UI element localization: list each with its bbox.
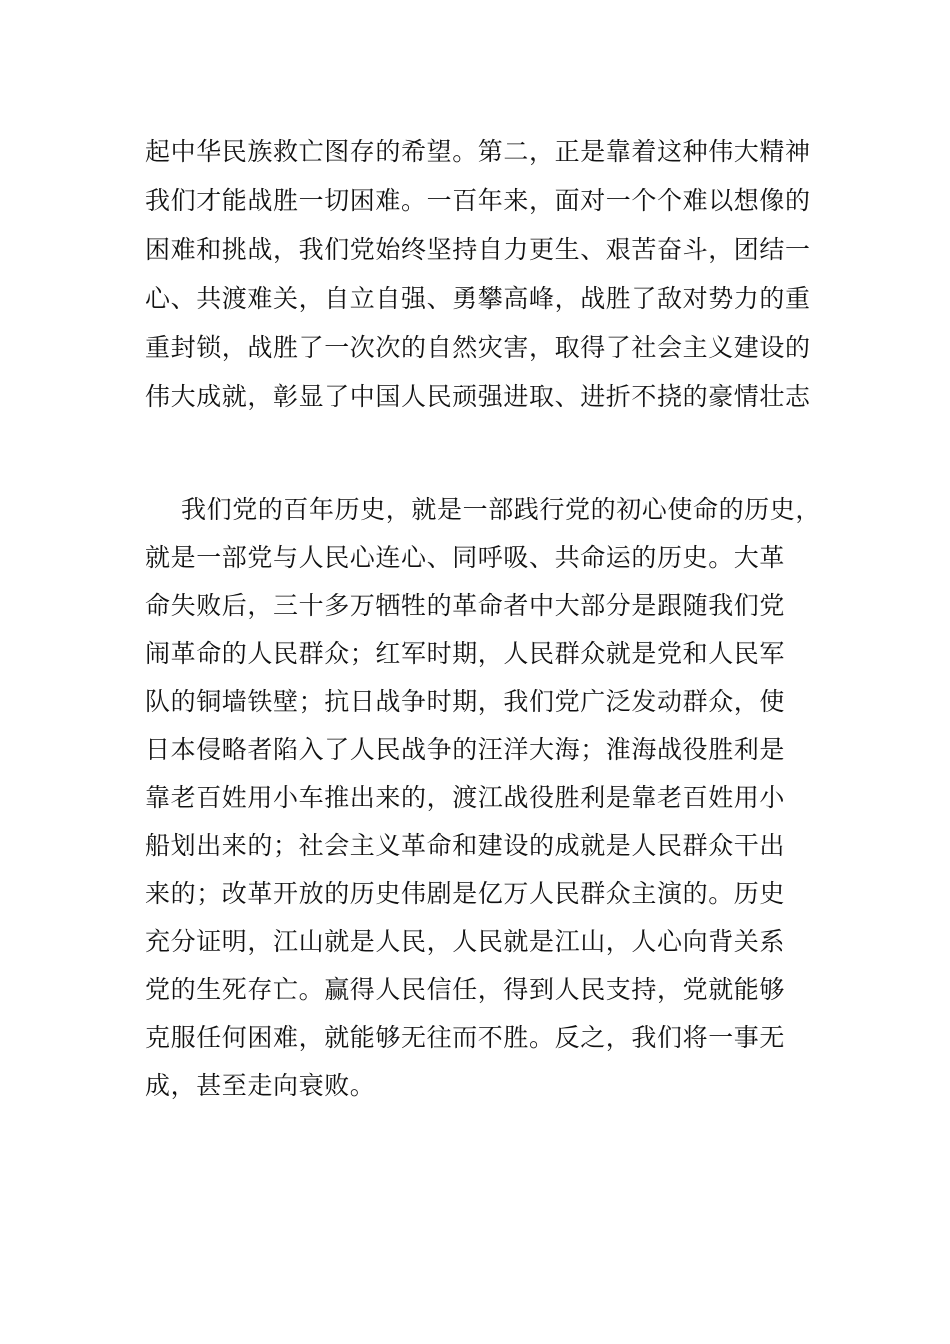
- paragraph-2-line-13: 成，甚至走向衰败。: [145, 1071, 376, 1100]
- paragraph-2-line-2: 就是一部党与人民心连心、同呼吸、共命运的历史。大革: [145, 543, 786, 572]
- paragraph-1-line-5: 重封锁，战胜了一次次的自然灾害，取得了社会主义建设的: [145, 333, 811, 362]
- paragraph-2-line-12: 克服任何困难，就能够无往而不胜。反之，我们将一事无: [145, 1023, 786, 1052]
- paragraph-2-line-10: 充分证明，江山就是人民，人民就是江山，人心向背关系: [145, 927, 786, 956]
- paragraph-1-line-1: 起中华民族救亡图存的希望。第二，正是靠着这种伟大精神: [145, 137, 811, 166]
- paragraph-1-line-6: 伟大成就，彰显了中国人民顽强进取、进折不挠的豪情壮志: [145, 382, 811, 411]
- paragraph-2-line-6: 日本侵略者陷入了人民战争的汪洋大海；淮海战役胜利是: [145, 735, 786, 764]
- paragraph-1-line-2: 我们才能战胜一切困难。一百年来，面对一个个难以想像的: [145, 186, 811, 215]
- paragraph-2-line-9: 来的；改革开放的历史伟剧是亿万人民群众主演的。历史: [145, 879, 786, 908]
- paragraph-2-line-4: 闹革命的人民群众；红军时期，人民群众就是党和人民军: [145, 639, 786, 668]
- paragraph-2-line-3: 命失败后，三十多万牺牲的革命者中大部分是跟随我们党: [145, 591, 786, 620]
- paragraph-2-line-8: 船划出来的；社会主义革命和建设的成就是人民群众干出: [145, 831, 786, 860]
- paragraph-1-line-3: 困难和挑战，我们党始终坚持自力更生、艰苦奋斗，团结一: [145, 235, 811, 264]
- paragraph-2-line-1: 我们党的百年历史，就是一部践行党的初心使命的历史，: [181, 495, 822, 524]
- paragraph-2-line-11: 党的生死存亡。赢得人民信任，得到人民支持，党就能够: [145, 975, 786, 1004]
- paragraph-2-line-7: 靠老百姓用小车推出来的，渡江战役胜利是靠老百姓用小: [145, 783, 786, 812]
- paragraph-2-line-5: 队的铜墙铁壁；抗日战争时期，我们党广泛发动群众，使: [145, 687, 786, 716]
- paragraph-1-line-4: 心、共渡难关，自立自强、勇攀高峰，战胜了敌对势力的重: [145, 284, 811, 313]
